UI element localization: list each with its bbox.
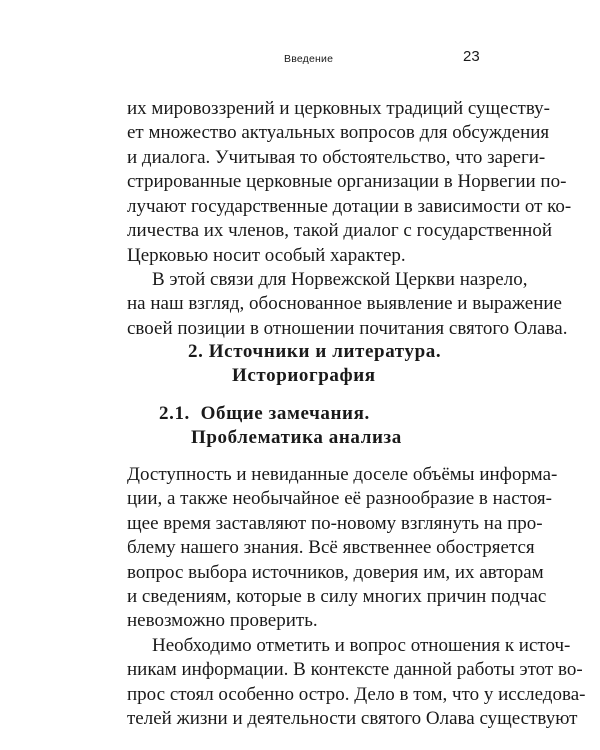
paragraph-line: на наш взгляд, обоснованное выявление и выражение [127, 293, 562, 314]
paragraph-line: щее время заставляют по-новому взглянуть на про- [127, 513, 543, 534]
paragraph-line: и сведениям, которые в силу многих причин подчас [127, 586, 547, 607]
paragraph-line: прос стоял особенно остро. Дело в том, что у исследова- [127, 684, 586, 705]
paragraph-line: вопрос выбора источников, доверия им, их авторам [127, 562, 544, 583]
subsection-heading: 2.1. Общие замечания. [159, 403, 370, 424]
paragraph-line: невозможно проверить. [127, 610, 318, 631]
subsection-heading: Проблематика анализа [191, 427, 402, 448]
paragraph-line: ет множество актуальных вопросов для обсуждения [127, 122, 550, 143]
page-number: 23 [463, 48, 480, 65]
paragraph-line: и диалога. Учитывая то обстоятельство, что зареги- [127, 147, 546, 168]
paragraph-line: В этой связи для Норвежской Церкви назрело, [152, 269, 528, 290]
paragraph-line: стрированные церковные организации в Норвегии по- [127, 171, 567, 192]
paragraph-line: своей позиции в отношении почитания святого Олава. [127, 318, 568, 339]
paragraph-line: никам информации. В контексте данной работы этот во- [127, 659, 583, 680]
paragraph-line: блему нашего знания. Всё явственнее обостряется [127, 537, 535, 558]
paragraph-line: ции, а также необычайное её разнообразие в настоя- [127, 488, 552, 509]
paragraph-line: Необходимо отметить и вопрос отношения к источ- [152, 635, 571, 656]
section-heading: 2. Источники и литература. [188, 341, 442, 362]
running-title: Введение [284, 53, 334, 65]
section-heading: Историография [232, 365, 376, 386]
paragraph-line: личества их членов, такой диалог с государственной [127, 220, 552, 241]
paragraph-line: Церковью носит особый характер. [127, 245, 406, 266]
paragraph-line: их мировоззрений и церковных традиций существу- [127, 98, 550, 119]
paragraph-line: телей жизни и деятельности святого Олава существуют [127, 708, 578, 729]
paragraph-line: Доступность и невиданные доселе объёмы информа- [127, 464, 558, 485]
paragraph-line: лучают государственные дотации в зависимости от ко- [127, 196, 572, 217]
